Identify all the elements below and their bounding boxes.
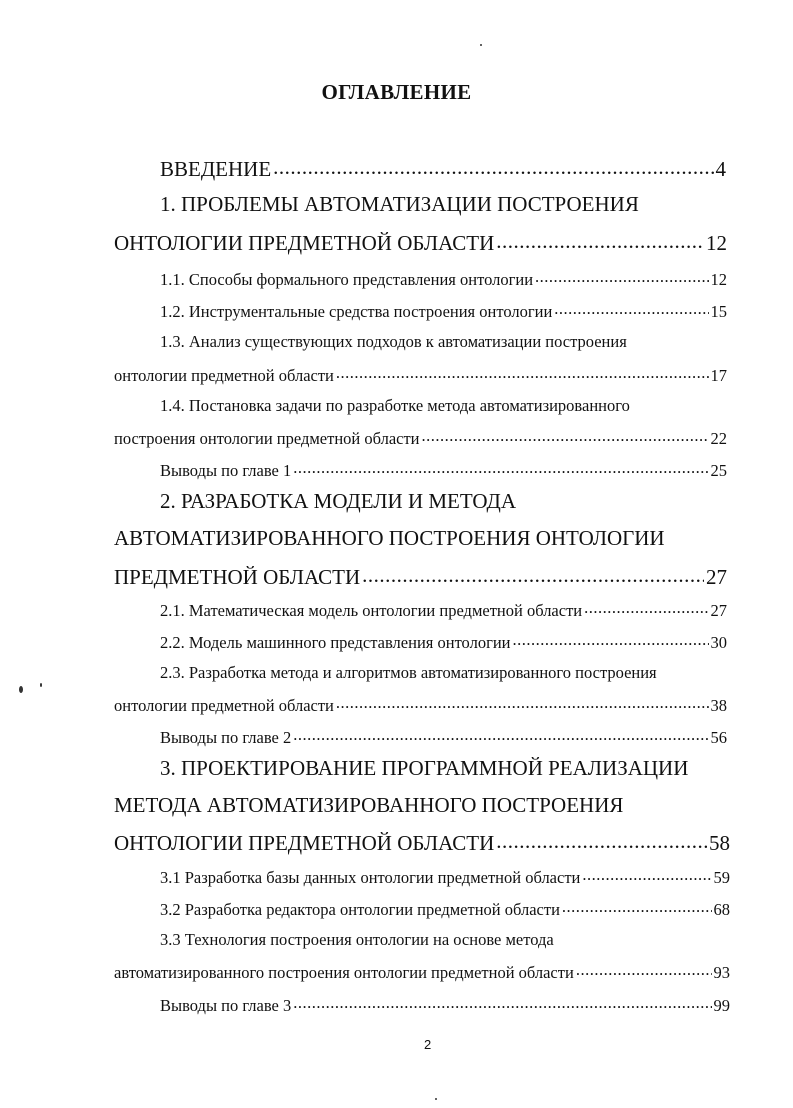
toc-entry-label: построения онтологии предметной области bbox=[114, 428, 420, 448]
dot-leader bbox=[336, 694, 709, 711]
toc-entry-1-3[interactable] bbox=[114, 364, 727, 386]
toc-entry-label: Выводы по главе 3 bbox=[160, 995, 292, 1015]
toc-entry-page: 99 bbox=[713, 995, 730, 1015]
dot-leader bbox=[576, 961, 712, 978]
dot-leader bbox=[422, 427, 709, 444]
chapter-3-heading-line2: МЕТОДА АВТОМАТИЗИРОВАННОГО ПОСТРОЕНИЯ bbox=[114, 793, 624, 817]
toc-entry-3-3[interactable] bbox=[114, 961, 730, 983]
toc-entry-label: 1.2. Инструментальные средства построения онтологии bbox=[160, 301, 553, 321]
toc-entry-2-1[interactable] bbox=[160, 599, 727, 621]
toc-entry-chapter-1[interactable] bbox=[114, 229, 727, 256]
dot-leader bbox=[535, 268, 708, 285]
toc-entry-page: 68 bbox=[713, 899, 730, 919]
dot-leader bbox=[293, 726, 708, 743]
toc-entry-page: 12 bbox=[710, 269, 727, 289]
toc-entry-label: Выводы по главе 1 bbox=[160, 460, 292, 480]
toc-entry-label: ОНТОЛОГИИ ПРЕДМЕТНОЙ ОБЛАСТИ bbox=[114, 831, 495, 855]
toc-entry-chapter-3[interactable] bbox=[114, 829, 730, 856]
dot-leader bbox=[293, 994, 711, 1011]
toc-entry-page: 38 bbox=[710, 695, 727, 715]
dot-leader bbox=[336, 364, 709, 381]
toc-entry-3-3-line1: 3.3 Технология построения онтологии на основе метода bbox=[160, 930, 554, 949]
dot-leader bbox=[496, 829, 707, 850]
toc-entry-label: 3.2 Разработка редактора онтологии предметной области bbox=[160, 899, 560, 919]
dot-leader bbox=[562, 898, 712, 915]
toc-entry-page: 15 bbox=[710, 301, 727, 321]
scan-speck bbox=[480, 44, 482, 46]
dot-leader bbox=[496, 229, 704, 250]
toc-entry-label: онтологии предметной области bbox=[114, 365, 334, 385]
toc-entry-label: ВВЕДЕНИЕ bbox=[160, 157, 272, 181]
scan-speck bbox=[40, 683, 42, 687]
chapter-3-heading-line1: 3. ПРОЕКТИРОВАНИЕ ПРОГРАММНОЙ РЕАЛИЗАЦИИ bbox=[160, 756, 689, 780]
toc-entry-3-1[interactable] bbox=[160, 866, 730, 888]
dot-leader bbox=[293, 459, 708, 476]
toc-entry-page: 12 bbox=[706, 231, 727, 255]
toc-entry-page: 17 bbox=[710, 365, 727, 385]
toc-entry-label: 2.2. Модель машинного представления онтологии bbox=[160, 632, 511, 652]
dot-leader bbox=[513, 631, 709, 648]
toc-entry-label: ОНТОЛОГИИ ПРЕДМЕТНОЙ ОБЛАСТИ bbox=[114, 231, 495, 255]
toc-entry-1-1[interactable] bbox=[160, 268, 727, 290]
toc-entry-page: 22 bbox=[710, 428, 727, 448]
scan-speck bbox=[19, 686, 23, 693]
toc-entry-1-3-line1: 1.3. Анализ существующих подходов к автоматизации построения bbox=[160, 332, 627, 351]
toc-entry-page: 25 bbox=[710, 460, 727, 480]
toc-entry-label: 3.1 Разработка базы данных онтологии предметной области bbox=[160, 867, 581, 887]
page-number: 2 bbox=[424, 1037, 432, 1052]
toc-entry-2-2[interactable] bbox=[160, 631, 727, 653]
dot-leader bbox=[554, 300, 708, 317]
dot-leader bbox=[582, 866, 711, 883]
toc-entry-label: 2.1. Математическая модель онтологии предметной области bbox=[160, 600, 583, 620]
toc-entry-page: 4 bbox=[715, 157, 726, 181]
toc-entry-label: онтологии предметной области bbox=[114, 695, 334, 715]
toc-entry-chapter-3-summary[interactable] bbox=[160, 994, 730, 1016]
chapter-2-heading-line1: 2. РАЗРАБОТКА МОДЕЛИ И МЕТОДА bbox=[160, 489, 517, 513]
toc-entry-3-2[interactable] bbox=[160, 898, 730, 920]
toc-entry-page: 58 bbox=[709, 831, 730, 855]
toc-entry-2-3-line1: 2.3. Разработка метода и алгоритмов автоматизированного построения bbox=[160, 663, 657, 682]
toc-entry-label: ПРЕДМЕТНОЙ ОБЛАСТИ bbox=[114, 565, 361, 589]
toc-entry-intro[interactable] bbox=[160, 155, 726, 182]
toc-entry-page: 56 bbox=[710, 727, 727, 747]
toc-entry-label: автоматизированного построения онтологии предметной области bbox=[114, 962, 574, 982]
toc-entry-1-4[interactable] bbox=[114, 427, 727, 449]
toc-entry-chapter-1-summary[interactable] bbox=[160, 459, 727, 481]
toc-entry-page: 30 bbox=[710, 632, 727, 652]
toc-entry-label: 1.1. Способы формального представления онтологии bbox=[160, 269, 534, 289]
toc-entry-1-2[interactable] bbox=[160, 300, 727, 322]
dot-leader bbox=[362, 563, 704, 584]
toc-entry-label: Выводы по главе 2 bbox=[160, 727, 292, 747]
scan-speck bbox=[435, 1098, 437, 1100]
dot-leader bbox=[273, 155, 713, 176]
dot-leader bbox=[584, 599, 708, 616]
toc-entry-chapter-2[interactable] bbox=[114, 563, 727, 590]
toc-entry-page: 27 bbox=[706, 565, 727, 589]
toc-entry-2-3[interactable] bbox=[114, 694, 727, 716]
toc-entry-page: 27 bbox=[710, 600, 727, 620]
chapter-1-heading-line1: 1. ПРОБЛЕМЫ АВТОМАТИЗАЦИИ ПОСТРОЕНИЯ bbox=[160, 192, 639, 216]
toc-entry-page: 93 bbox=[713, 962, 730, 982]
page-title: ОГЛАВЛЕНИЕ bbox=[321, 80, 472, 104]
toc-entry-page: 59 bbox=[713, 867, 730, 887]
toc-entry-chapter-2-summary[interactable] bbox=[160, 726, 727, 748]
toc-entry-1-4-line1: 1.4. Постановка задачи по разработке метода автоматизированного bbox=[160, 396, 630, 415]
chapter-2-heading-line2: АВТОМАТИЗИРОВАННОГО ПОСТРОЕНИЯ ОНТОЛОГИИ bbox=[114, 526, 665, 550]
